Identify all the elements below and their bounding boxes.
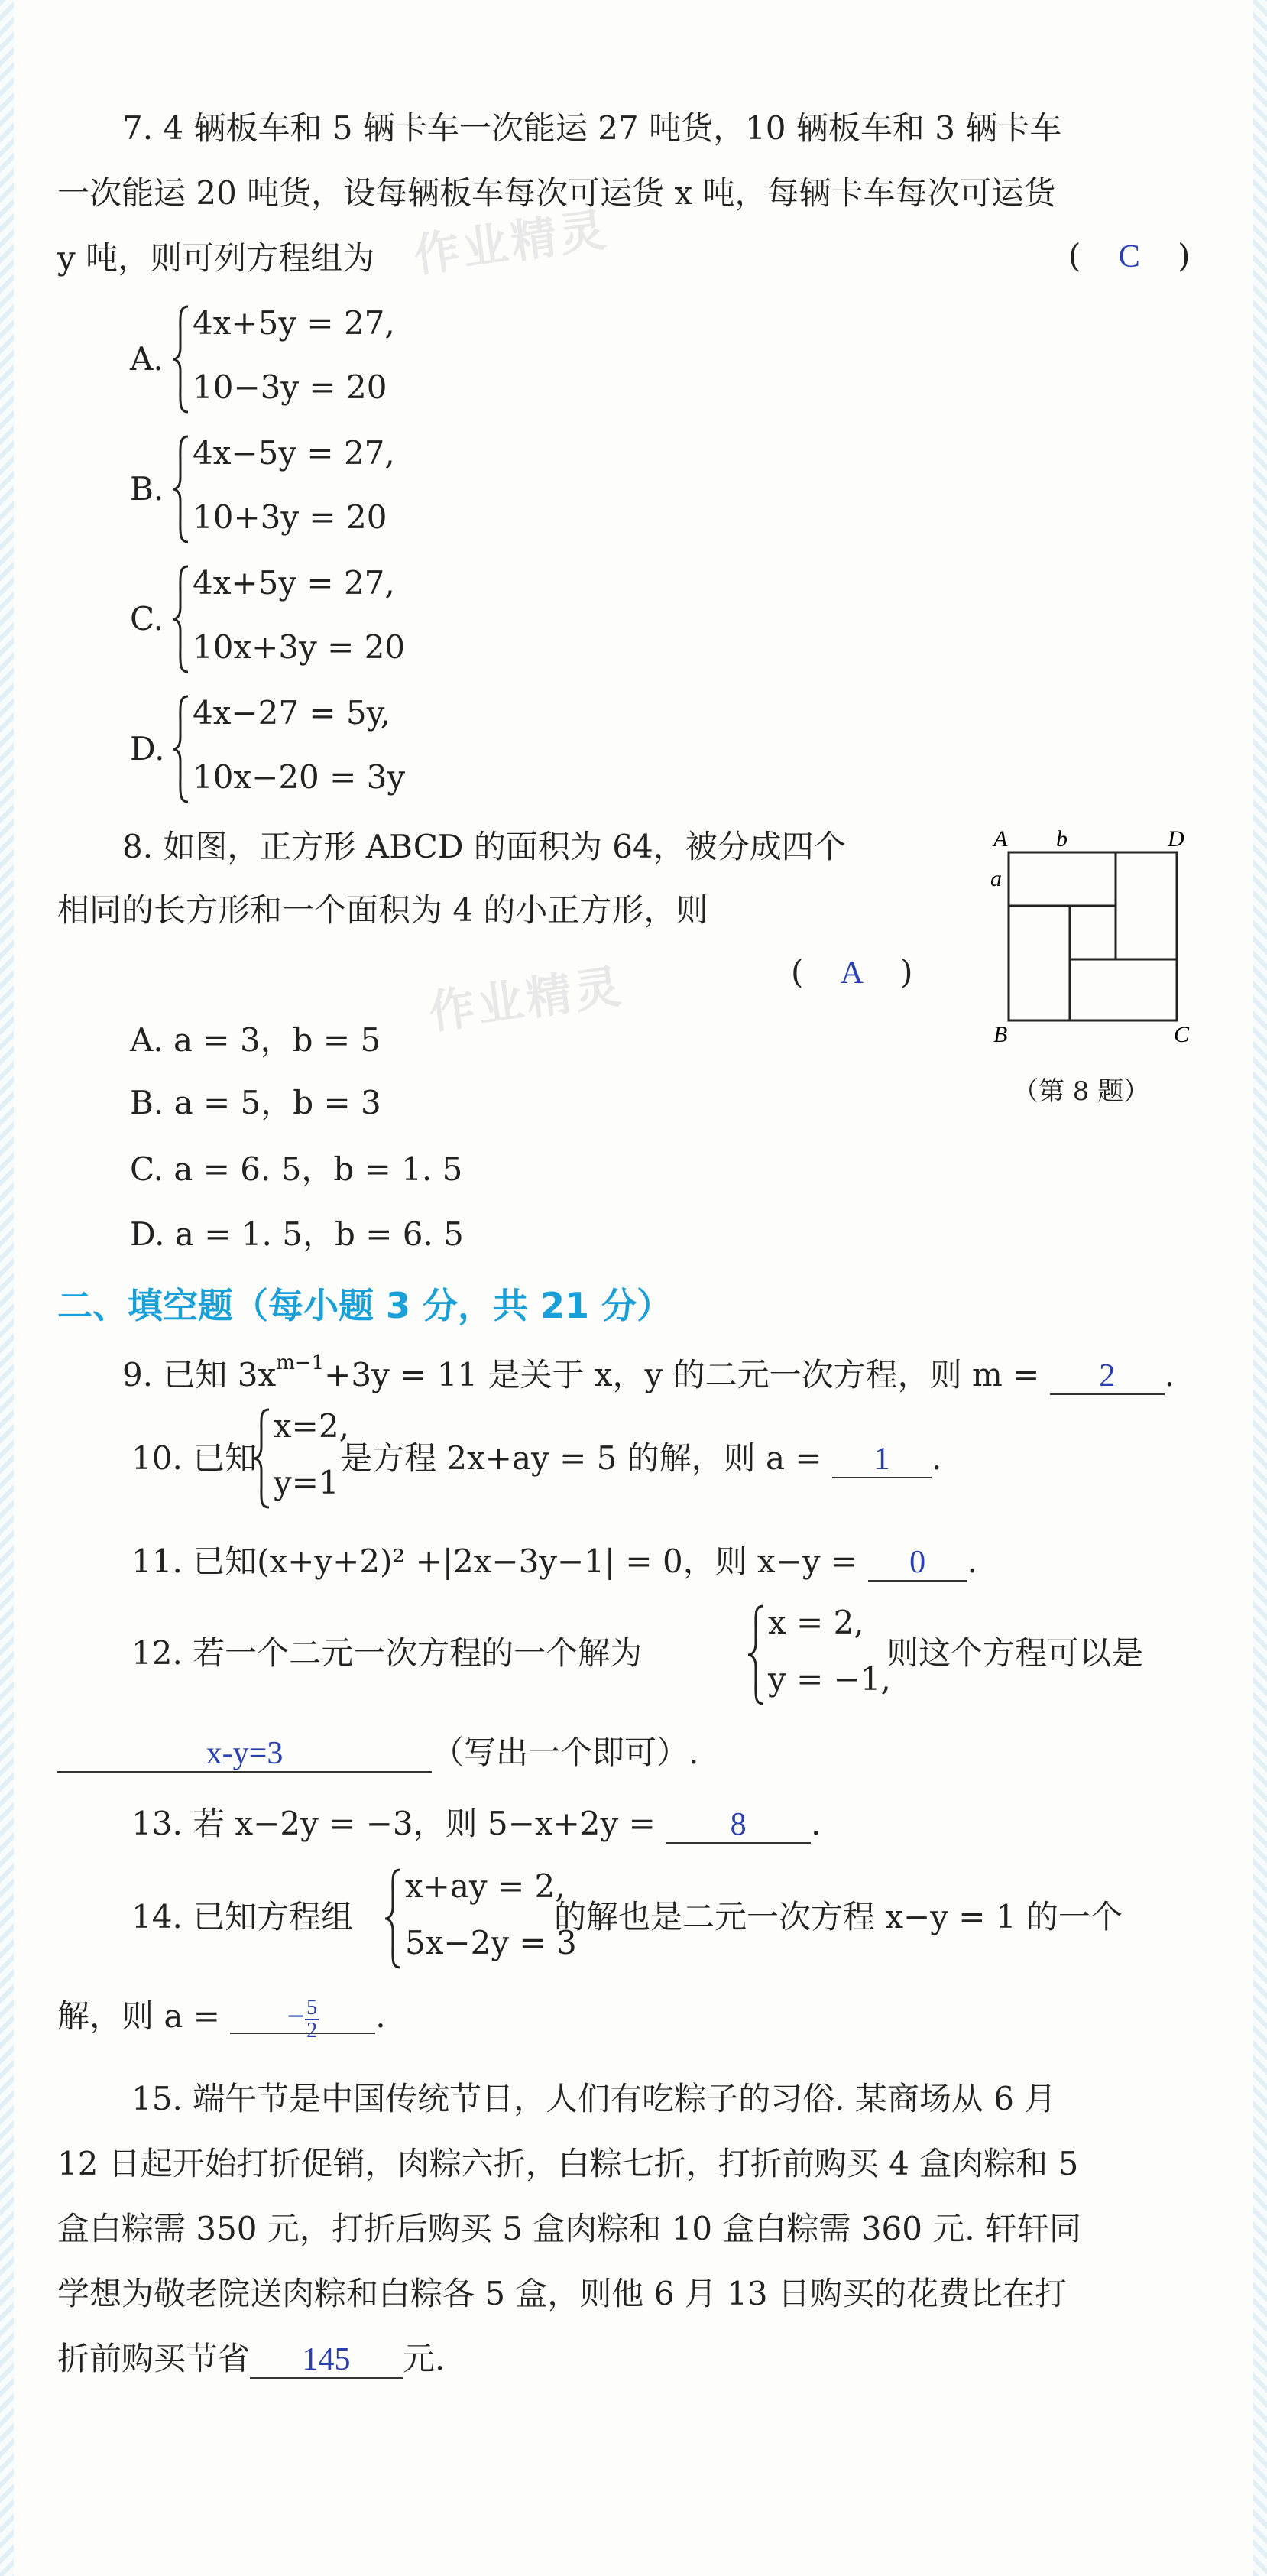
q9-superscript: m−1 — [276, 1351, 325, 1374]
q14-line2-text: 解，则 a = — [57, 1997, 220, 2035]
right-decorative-border — [1253, 0, 1267, 2576]
q11-text: 11. 已知(x+y+2)² +|2x−3y−1| = 0，则 x−y = — [131, 1543, 858, 1580]
vertex-b: B — [993, 1022, 1008, 1043]
q11-answer: 0 — [868, 1545, 967, 1582]
q15-line3: 盒白粽需 350 元，打折后购买 5 盒肉粽和 10 盒白粽需 360 元. 轩轩同 — [57, 2210, 1082, 2247]
left-decorative-border — [0, 0, 14, 2576]
q7-option-d-eq1: 4x−27 = 5y, — [193, 694, 391, 732]
q7-option-b-label: B. — [130, 470, 164, 508]
q12-eq2: y = −1, — [768, 1660, 891, 1698]
q14-answer: − $\frac{5}{2}$ — [230, 1997, 375, 2034]
label-a: a — [990, 866, 1002, 891]
q10-eq2: y=1 — [274, 1464, 339, 1501]
q8-figure — [986, 822, 1200, 1043]
q11-line: 11. 已知(x+y+2)² +|2x−3y−1| = 0，则 x−y = 0 . — [131, 1543, 977, 1580]
label-b: b — [1056, 826, 1068, 852]
brace-icon — [170, 562, 193, 676]
q15-line2: 12 日起开始打折促销，肉粽六折，白粽七折，打折前购买 4 盒肉粽和 5 — [57, 2145, 1079, 2182]
watermark: 作业精灵 — [410, 203, 612, 284]
q7-option-b-eq1: 4x−5y = 27, — [193, 434, 395, 472]
q14-post: 的解也是二元一次方程 x−y = 1 的一个 — [554, 1898, 1123, 1935]
q14-eq2: 5x−2y = 3 — [405, 1924, 577, 1961]
q7-option-c-eq2: 10x+3y = 20 — [193, 628, 406, 666]
brace-icon — [745, 1601, 768, 1708]
q7-answer: C — [1118, 239, 1140, 274]
q10-post-line: 是方程 2x+ay = 5 的解，则 a = 1 . — [340, 1439, 942, 1477]
vertex-d: D — [1168, 826, 1184, 852]
q8-option-c: C. a = 6. 5，b = 1. 5 — [130, 1150, 463, 1188]
vertex-c: C — [1174, 1022, 1190, 1043]
brace-icon — [170, 302, 193, 417]
q8-answer-paren: ( A ) — [791, 953, 913, 991]
q12-eq1: x = 2, — [768, 1604, 864, 1641]
q12-tail: （写出一个即可）. — [432, 1734, 699, 1771]
q9-answer: 2 — [1050, 1358, 1165, 1395]
q14-pre: 14. 已知方程组 — [131, 1898, 354, 1935]
q7-line2: 一次能运 20 吨货，设每辆板车每次可运货 x 吨，每辆卡车每次可运货 — [57, 174, 1056, 212]
q15-answer: 145 — [250, 2342, 403, 2379]
q8-option-d: D. a = 1. 5，b = 6. 5 — [130, 1215, 464, 1253]
brace-icon — [170, 692, 193, 806]
q14-line2: 解，则 a = − $\frac{5}{2}$ . — [57, 1996, 386, 2043]
q10-eq1: x=2, — [274, 1407, 349, 1445]
q7-option-a-label: A. — [130, 340, 164, 378]
q9-line: 9. 已知 $3x^{m-1}+3y = 11$ 是关于 x，y 的二元一次方程，则 m = 2 . — [122, 1351, 1175, 1393]
q7-option-a-eq1: 4x+5y = 27, — [193, 304, 395, 342]
brace-icon — [251, 1405, 274, 1512]
q8-option-b: B. a = 5，b = 3 — [130, 1084, 381, 1121]
q15-line1: 15. 端午节是中国传统节日，人们有吃粽子的习俗. 某商场从 6 月 — [131, 2080, 1057, 2117]
q8-line1: 8. 如图，正方形 ABCD 的面积为 64，被分成四个 — [122, 828, 846, 865]
brace-icon — [382, 1865, 405, 1972]
q13-answer: 8 — [666, 1807, 811, 1844]
q15-line4: 学想为敬老院送肉粽和白粽各 5 盒，则他 6 月 13 日购买的花费比在打 — [57, 2275, 1067, 2312]
q15-line5-pre: 折前购买节省 — [57, 2340, 251, 2377]
q14-eq1: x+ay = 2, — [405, 1867, 565, 1905]
q12-post: 则这个方程可以是 — [886, 1634, 1144, 1672]
q9-post: +3y = 11 是关于 x，y 的二元一次方程，则 m = — [324, 1356, 1040, 1393]
q7-option-b-eq2: 10+3y = 20 — [193, 498, 387, 536]
square-diagram — [986, 822, 1200, 1043]
q8-answer: A — [840, 955, 864, 991]
q15-line5-post: 元. — [403, 2340, 446, 2377]
q7-option-d-label: D. — [130, 730, 165, 767]
q10-pre: 10. 已知 — [131, 1439, 258, 1477]
q7-line3: y 吨，则可列方程组为 — [57, 239, 375, 277]
q7-option-a-eq2: 10−3y = 20 — [193, 368, 387, 406]
q12-line2 — [57, 1731, 698, 1774]
q7-answer-paren: ( C ) — [1068, 237, 1191, 274]
q8-figure-caption: （第 8 题） — [1013, 1076, 1150, 1107]
q7-option-d-eq2: 10x−20 = 3y — [193, 758, 406, 796]
vertex-a: A — [993, 826, 1008, 852]
q9-pre: 9. 已知 3x — [122, 1356, 277, 1393]
q13-text: 13. 若 x−2y = −3，则 5−x+2y = — [131, 1805, 656, 1842]
q8-line2: 相同的长方形和一个面积为 4 的小正方形，则 — [57, 891, 708, 929]
brace-icon — [170, 432, 193, 547]
section-title: 二、填空题（每小题 3 分，共 21 分） — [57, 1285, 672, 1326]
q14-answer-fraction: $\frac{5}{2}$ — [306, 1996, 318, 2043]
q10-post: 是方程 2x+ay = 5 的解，则 a = — [340, 1439, 822, 1477]
q10-answer: 1 — [832, 1442, 932, 1478]
q12-pre: 12. 若一个二元一次方程的一个解为 — [131, 1634, 643, 1672]
q7-option-c-label: C. — [130, 600, 164, 638]
q7-line1: 7. 4 辆板车和 5 辆卡车一次能运 27 吨货，10 辆板车和 3 辆卡车 — [122, 109, 1062, 147]
q12-answer: x-y=3 — [57, 1736, 432, 1773]
q13-line: 13. 若 x−2y = −3，则 5−x+2y = 8 . — [131, 1805, 821, 1842]
q8-option-a: A. a = 3，b = 5 — [130, 1021, 381, 1059]
q7-option-c-eq1: 4x+5y = 27, — [193, 564, 395, 602]
q15-line5 — [57, 2338, 445, 2380]
watermark: 作业精灵 — [426, 959, 627, 1040]
